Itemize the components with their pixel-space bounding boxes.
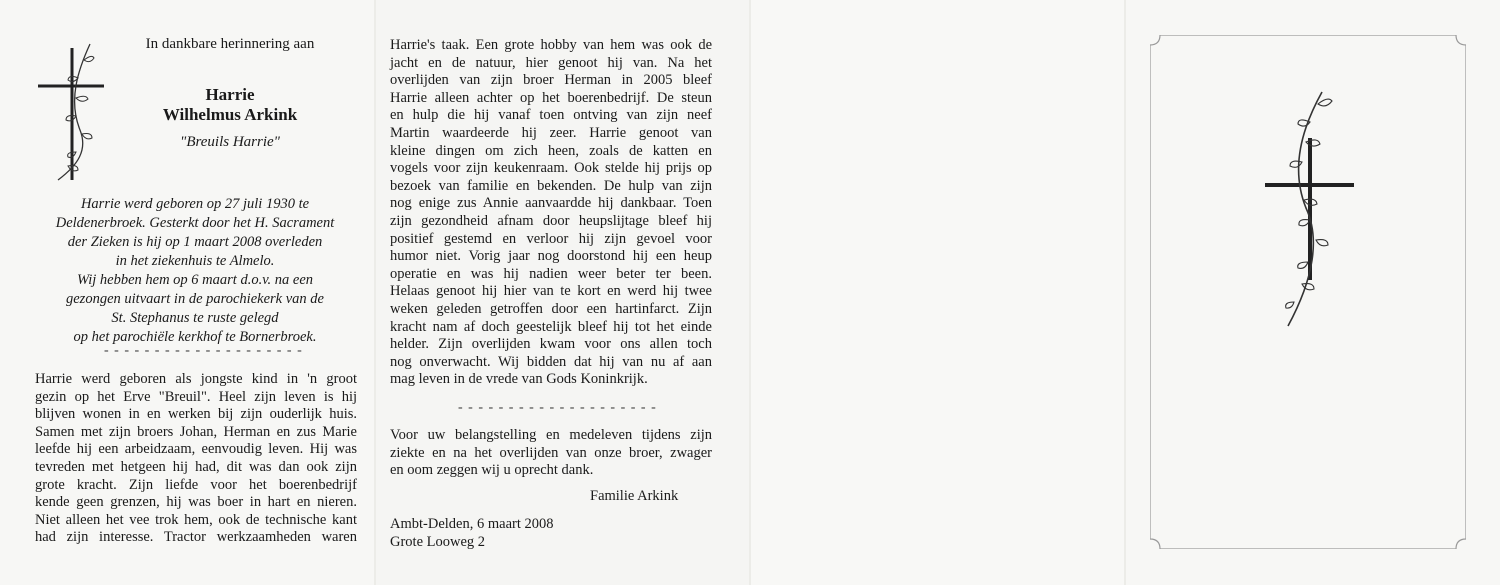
bio-line: vogels voor zijn keukenraam. Ook stelde hij prijs op [390, 160, 712, 177]
bio-line: overlijden van zijn broer Herman in 2005 bleef [390, 72, 712, 89]
bio-line: gezin op het Erve "Breuil". Heel zijn leven is hij [35, 388, 357, 405]
bio-line: Harrie alleen achter op het boerenbedrijf. De steun [390, 89, 712, 106]
bio-line: kende geen grenzen, hij was boer in hart en nieren. [35, 494, 357, 511]
bio-line: kleine dingen om zich heen, zoals de katten en [390, 142, 712, 159]
thanks-line: en oom zeggen wij u oprecht dank. [390, 462, 594, 479]
memorial-details [40, 195, 350, 347]
biography-part-2 [390, 37, 712, 389]
bio-line: helder. Zijn overlijden kwam voor ons allen toch [390, 336, 712, 353]
deceased-first-name: Harrie [205, 85, 255, 104]
place-and-address [390, 515, 554, 551]
bio-line: Samen met zijn broers Johan, Herman en zus Marie [35, 423, 357, 440]
thanks-line: ziekte en na het overlijden van onze broer, zwager [390, 444, 712, 461]
bio-line: zijn gezondheid afnam door heupslijtage bleef hij [390, 212, 712, 229]
separator: - - - - - - - - - - - - - - - - - - - - [458, 400, 657, 415]
memorial-line: Harrie werd geboren op 27 juli 1930 te [80, 196, 310, 212]
bio-line: humor niet. Vorig jaar nog doorstond hij een heup [390, 248, 712, 265]
memorial-line: St. Stephanus te ruste gelegd [111, 310, 279, 326]
bio-line: bezoek van familie en bekenden. De hulp van zijn [390, 177, 712, 194]
bio-line: Martin waardeerde hij zeer. Harrie genoot van [390, 124, 712, 141]
memorial-line: in het ziekenhuis te Almelo. [115, 253, 275, 269]
bio-line: Helaas genoot hij hier van te kort en werd hij twee [390, 283, 712, 300]
bio-line: Harrie's taak. Een grote hobby van hem was ook de [390, 37, 712, 53]
bio-line: had zijn interesse. Tractor werkzaamheden waren [35, 529, 357, 546]
bio-line: weken geleden getroffen door een hartinfarct. Zijn [390, 300, 712, 317]
memorial-line: Deldenerbroek. Gesterkt door het H. Sacrament [55, 215, 335, 231]
thanks-text [390, 427, 712, 480]
bio-line: mag leven in de vrede van Gods Koninkrijk. [390, 371, 648, 388]
fold-line [374, 0, 376, 585]
bio-line: grote kracht. Zijn liefde voor het boerenbedrijf [35, 476, 357, 493]
memorial-line: op het parochiële kerkhof te Bornerbroek. [73, 329, 317, 345]
family-signature: Familie Arkink [590, 488, 679, 504]
bio-line: Harrie werd geboren als jongste kind in 'n groot [35, 371, 357, 387]
fold-line [749, 0, 751, 585]
bio-line: Niet alleen het vee trok hem, ook de technische kant [35, 511, 357, 528]
bio-line: operatie en was hij nadien weer beter ter been. [390, 265, 712, 282]
panel-blank [750, 0, 1125, 585]
memorial-line: der Zieken is hij op 1 maart 2008 overleden [67, 234, 323, 250]
intro-text: In dankbare herinnering aan [145, 36, 315, 52]
bio-line: tevreden met hetgeen hij had, dit was dan ook zijn [35, 458, 357, 475]
biography-part-1 [35, 371, 357, 547]
bio-line: leefde hij een arbeidzaam, eenvoudig leven. Hij was [35, 441, 357, 458]
bio-line: nog enige zus Annie aanvaardde hij dankbaar. Toen [390, 195, 712, 212]
address: Grote Looweg 2 [390, 534, 486, 550]
nickname: "Breuils Harrie" [180, 134, 280, 150]
deceased-full-name: Wilhelmus Arkink [162, 105, 298, 124]
bio-line: positief gestemd en verloor hij zijn gevoel voor [390, 230, 712, 247]
memorial-line: Wij hebben hem op 6 maart d.o.v. na een [76, 272, 314, 288]
cross-with-palm-icon [38, 40, 104, 185]
separator: - - - - - - - - - - - - - - - - - - - - [104, 343, 303, 358]
place-date: Ambt-Delden, 6 maart 2008 [390, 516, 554, 532]
bio-line: blijven wonen in en werken bij zijn ouderlijk huis. [35, 406, 357, 423]
memorial-line: gezongen uitvaart in de parochiekerk van de [66, 291, 324, 307]
thanks-line: Voor uw belangstelling en medeleven tijdens zijn [390, 427, 712, 443]
bio-line: en hulp die hij vanaf toen ontving van zijn neef [390, 107, 712, 124]
bio-line: jacht en de natuur, hier genoot hij van. Na het [390, 54, 712, 71]
fold-line [1124, 0, 1126, 585]
cross-with-palm-icon [1262, 88, 1358, 330]
bio-line: nog onverwacht. Wij bidden dat hij van nu af aan [390, 353, 712, 370]
bio-line: kracht nam af doch geestelijk bleef hij tot het einde [390, 318, 712, 335]
